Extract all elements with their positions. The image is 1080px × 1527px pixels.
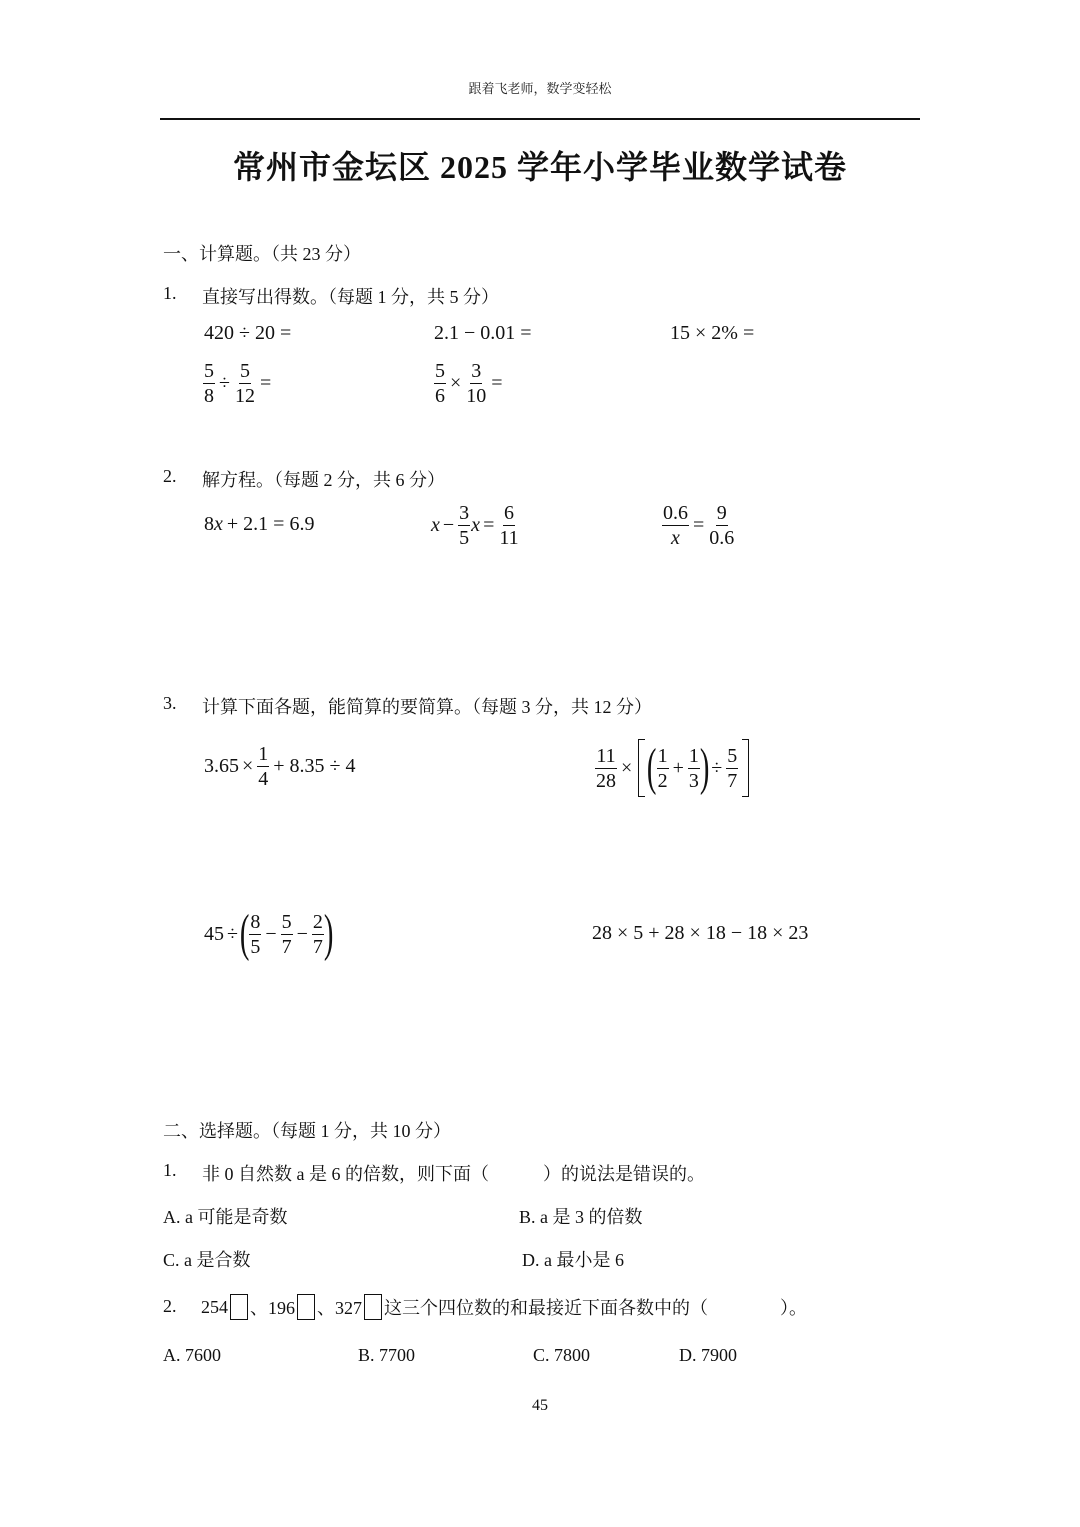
q2-number: 2. [163,466,177,486]
q2-equation-3: $\frac{0.6}{x}$ = $\frac{9}{0.6}$ [663,502,735,549]
blank-box [230,1294,248,1320]
fraction: $\frac{5}{12}$ [234,360,255,407]
choice-q1-text: 非 0 自然数 a 是 6 的倍数，则下面（ ）的说法是错误的。 [202,1164,705,1184]
q1-number: 1. [163,283,177,303]
choice-q2-text: 254 、196 、327 这三个四位数的和最接近下面各数中的（ ）。 [201,1294,807,1320]
choice-q2-option-b: B. 7700 [358,1345,416,1365]
q3-expr-3: 45 ÷ ( $\frac{8}{5}$ − $\frac{5}{7}$ − $\frac{2}{7}$ ) [204,905,334,962]
page-header: 跟着飞老师，数学变轻松 [468,81,612,96]
fraction: $\frac{8}{5}$ [250,910,261,958]
blank-box [364,1294,382,1320]
choice-q1-option-b: B. a 是 3 的倍数 [519,1207,643,1227]
page-number: 45 [532,1397,548,1414]
fraction: $\frac{5}{7}$ [727,744,738,792]
left-bracket [638,739,645,797]
choice-q2-number: 2. [163,1296,177,1316]
q3-number: 3. [163,693,177,713]
section1-heading: 一、计算题。（共 23 分） [163,244,361,264]
q1-expr-3: 15 × 2% = [670,322,755,344]
right-bracket [742,739,749,797]
fraction: $\frac{5}{6}$ [435,360,445,407]
q3-expr-2: $\frac{11}{28}$ × ( $\frac{1}{2}$ + $\frac{1}{3}$ ) ÷ $\frac{5}{7}$ [594,739,752,797]
q2-equation-2: x − $\frac{3}{5}$ x = $\frac{6}{11}$ [431,502,519,549]
fraction: $\frac{2}{7}$ [312,910,323,958]
choice-q1-option-a: A. a 可能是奇数 [163,1207,288,1227]
q1-expr-1: 420 ÷ 20 = [204,322,292,344]
left-paren: ( [647,739,657,796]
blank-box [297,1294,315,1320]
choice-q2-option-d: D. 7900 [679,1345,737,1365]
q1-expr-5: $\frac{5}{6}$ × $\frac{3}{10}$ = [435,360,503,407]
fraction: $\frac{1}{3}$ [688,744,699,792]
choice-q1-number: 1. [163,1160,177,1180]
q3-expr-1: 3.65 × $\frac{1}{4}$ + 8.35 ÷ 4 [204,743,356,790]
right-paren: ) [323,905,334,962]
q2-equation-1: 8 x + 2.1 = 6.9 [204,513,315,535]
fraction: $\frac{6}{11}$ [499,502,519,549]
q1-expr-2: 2.1 − 0.01 = [434,322,532,344]
exam-title: 常州市金坛区 2025 学年小学毕业数学试卷 [232,149,847,185]
fraction: $\frac{5}{8}$ [204,360,214,407]
q3-instruction: 计算下面各题，能简算的要简算。（每题 3 分，共 12 分） [202,697,652,717]
fraction: $\frac{9}{0.6}$ [709,502,735,549]
choice-q2-option-a: A. 7600 [163,1345,221,1365]
fraction: $\frac{5}{7}$ [281,910,292,958]
q3-expr-4: 28 × 5 + 28 × 18 − 18 × 23 [592,922,809,944]
fraction: $\frac{3}{10}$ [466,360,487,407]
header-rule [160,118,920,120]
choice-q1-option-d: D. a 最小是 6 [522,1250,624,1270]
section2-heading: 二、选择题。（每题 1 分，共 10 分） [163,1121,451,1141]
fraction: $\frac{1}{4}$ [258,743,269,790]
q1-instruction: 直接写出得数。（每题 1 分，共 5 分） [202,287,499,307]
fraction: $\frac{1}{2}$ [657,744,668,792]
fraction: $\frac{3}{5}$ [459,502,470,549]
q1-expr-4: $\frac{5}{8}$ ÷ $\frac{5}{12}$ = [204,360,272,407]
q2-instruction: 解方程。（每题 2 分，共 6 分） [202,470,445,490]
choice-q2-option-c: C. 7800 [533,1345,591,1365]
fraction: $\frac{11}{28}$ [596,744,616,792]
fraction: $\frac{0.6}{x}$ [663,502,688,549]
right-paren: ) [699,739,710,796]
choice-q1-option-c: C. a 是合数 [163,1250,251,1270]
left-paren: ( [239,905,250,962]
